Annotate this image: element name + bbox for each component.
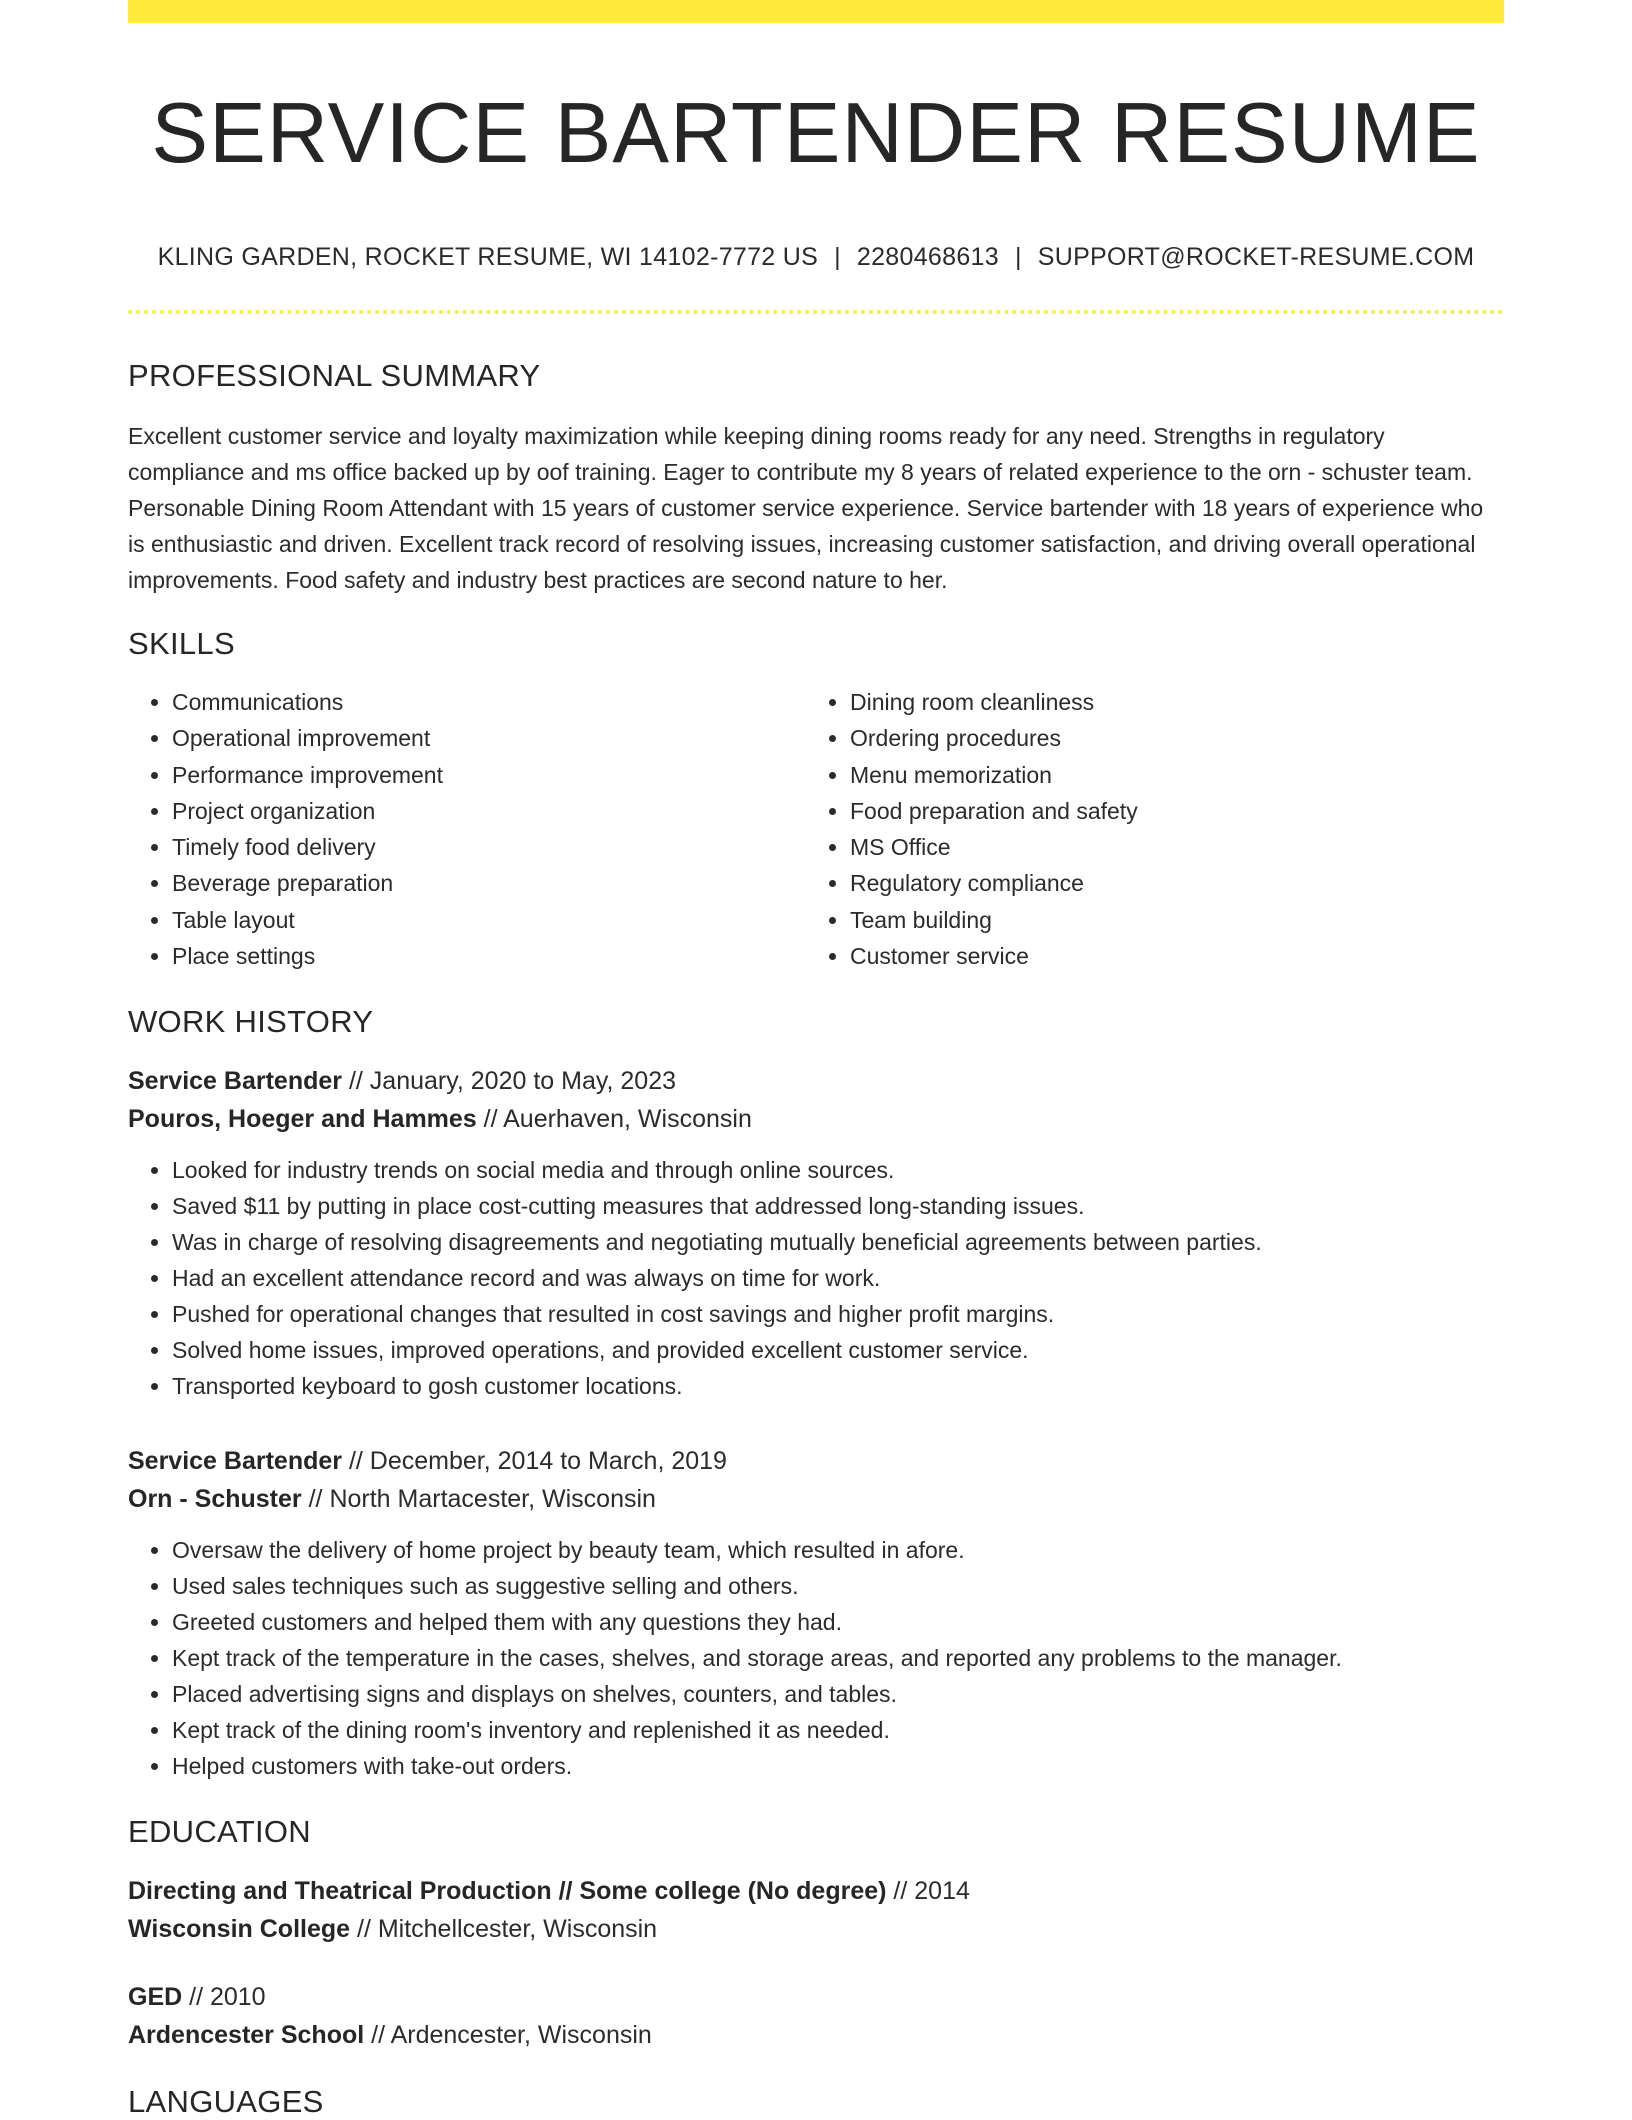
education-degree: Directing and Theatrical Production // Some college (No degree) — [128, 1877, 887, 1906]
contact-separator: | — [834, 243, 841, 271]
skill-item: • Beverage preparation — [172, 865, 806, 901]
education-degree: GED — [128, 1983, 183, 2012]
contact-separator: | — [1014, 243, 1022, 271]
job-bullet: • Solved home issues, improved operations, and provided excellent customer service. — [172, 1332, 1504, 1368]
skill-item: • Communications — [172, 684, 806, 720]
job-company: Orn - Schuster — [128, 1485, 302, 1514]
education-degree-line — [128, 1978, 1504, 2016]
job-title: Service Bartender — [128, 1067, 343, 1096]
contact-address: KLING GARDEN, ROCKET RESUME, WI 14102-7772 US — [157, 243, 819, 271]
job-bullet: • Helped customers with take-out orders. — [172, 1748, 1504, 1784]
job-company: Pouros, Hoeger and Hammes — [128, 1105, 477, 1134]
resume-title: SERVICE BARTENDER RESUME — [151, 86, 1481, 181]
skill-item: • Team building — [850, 902, 1484, 938]
job-dates: // January, 2020 to May, 2023 — [342, 1067, 677, 1096]
skills-heading: SKILLS — [128, 626, 235, 661]
job-bullet: • Used sales techniques such as suggestive selling and others. — [172, 1568, 1504, 1604]
job-bullet: • Had an excellent attendance record and was always on time for work. — [172, 1260, 1504, 1296]
job-bullet: • Greeted customers and helped them with any questions they had. — [172, 1604, 1504, 1640]
job-location: // North Martacester, Wisconsin — [301, 1485, 656, 1514]
skill-item: • Timely food delivery — [172, 829, 806, 865]
skill-item: • MS Office — [850, 829, 1484, 865]
summary-text: Excellent customer service and loyalty maximization while keeping dining rooms ready for any need. Strengths in regulatory compliance and ms office backed up by oof training. Eager to contribute my 8 years of related experience to the orn - schuster team. Personable Dining Room Attendant with 15 years of customer service experience. Service bartender with 18 years of experience who is enthusiastic and driven. Excellent track record of resolving issues, increasing customer satisfaction, and driving overall operational improvements. Food safety and industry best practices are second nature to her. — [128, 423, 1484, 593]
education-school-line — [128, 1910, 1504, 1948]
education-year: // 2010 — [182, 1983, 266, 2012]
skills-columns — [128, 684, 1504, 974]
skill-item: • Performance improvement — [172, 757, 806, 793]
skill-item: • Operational improvement — [172, 720, 806, 756]
dotted-divider — [128, 310, 1504, 314]
job-dates: // December, 2014 to March, 2019 — [342, 1447, 727, 1476]
education-heading: EDUCATION — [128, 1814, 311, 1850]
skills-list-left — [128, 684, 806, 974]
job-bullet: • Kept track of the temperature in the cases, shelves, and storage areas, and reported any problems to the manager. — [172, 1640, 1504, 1676]
skill-item: • Place settings — [172, 938, 806, 974]
skill-item: • Ordering procedures — [850, 720, 1484, 756]
education-location: // Ardencester, Wisconsin — [364, 2021, 652, 2050]
skill-item: • Menu memorization — [850, 757, 1484, 793]
job-bullet: • Looked for industry trends on social media and through online sources. — [172, 1152, 1504, 1188]
skill-item: • Regulatory compliance — [850, 865, 1484, 901]
skill-item: • Customer service — [850, 938, 1484, 974]
skill-item: • Food preparation and safety — [850, 793, 1484, 829]
job-bullet: • Placed advertising signs and displays on shelves, counters, and tables. — [172, 1676, 1504, 1712]
resume-page — [128, 0, 1504, 2120]
job-bullets — [128, 1152, 1504, 1404]
education-degree-line — [128, 1872, 1504, 1910]
job-bullets — [128, 1532, 1504, 1784]
education-entry — [128, 1978, 1504, 2054]
education-school-line — [128, 2016, 1504, 2054]
contact-phone: 2280468613 — [856, 243, 999, 271]
skill-item: • Table layout — [172, 902, 806, 938]
education-school: Ardencester School — [128, 2021, 365, 2050]
top-accent-bar — [128, 0, 1504, 23]
skill-item: • Project organization — [172, 793, 806, 829]
education-year: // 2014 — [886, 1877, 970, 1906]
work-history-heading: WORK HISTORY — [128, 1004, 374, 1040]
job-company-line — [128, 1100, 1504, 1138]
education-entry — [128, 1872, 1504, 1948]
job-bullet: • Saved $11 by putting in place cost-cutting measures that addressed long-standing issues. — [172, 1188, 1504, 1224]
job-bullet: • Kept track of the dining room's inventory and replenished it as needed. — [172, 1712, 1504, 1748]
summary-heading: PROFESSIONAL SUMMARY — [128, 358, 541, 393]
job-bullet: • Transported keyboard to gosh customer locations. — [172, 1368, 1504, 1404]
job-bullet: • Pushed for operational changes that resulted in cost savings and higher profit margins. — [172, 1296, 1504, 1332]
education-location: // Mitchellcester, Wisconsin — [350, 1915, 658, 1944]
skills-list-right — [806, 684, 1484, 974]
job-title: Service Bartender — [128, 1447, 343, 1476]
skill-item: • Dining room cleanliness — [850, 684, 1484, 720]
job-bullet: • Was in charge of resolving disagreements and negotiating mutually beneficial agreements between parties. — [172, 1224, 1504, 1260]
job-title-line — [128, 1442, 1504, 1480]
job-location: // Auerhaven, Wisconsin — [476, 1105, 752, 1134]
job-entry — [128, 1442, 1504, 1784]
contact-email: SUPPORT@ROCKET-RESUME.COM — [1037, 243, 1475, 271]
job-company-line — [128, 1480, 1504, 1518]
job-title-line — [128, 1062, 1504, 1100]
languages-heading: LANGUAGES — [128, 2084, 324, 2120]
job-bullet: • Oversaw the delivery of home project by beauty team, which resulted in afore. — [172, 1532, 1504, 1568]
job-entry — [128, 1062, 1504, 1404]
contact-line — [128, 243, 1504, 272]
education-school: Wisconsin College — [128, 1915, 351, 1944]
